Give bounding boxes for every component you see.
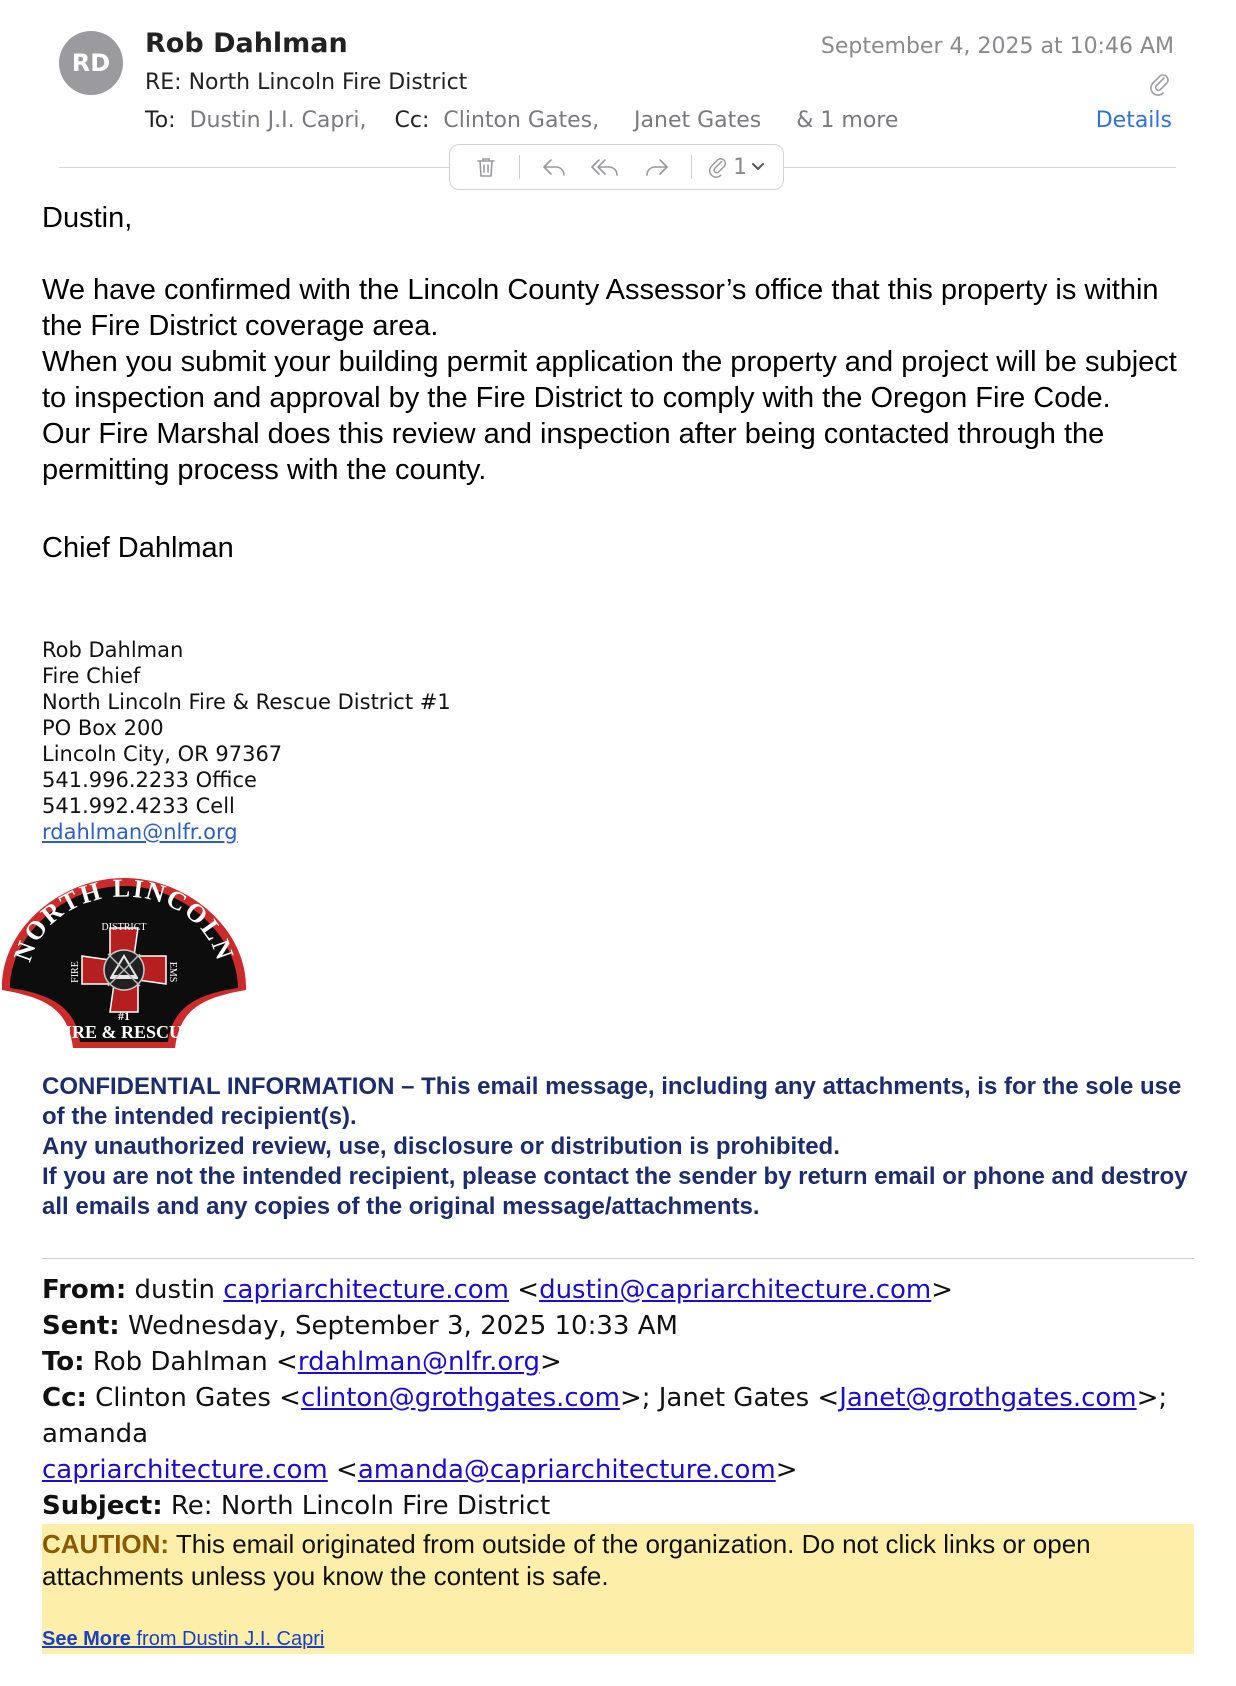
attachment-count: 1 xyxy=(733,154,748,180)
body-paragraph: Our Fire Marshal does this review and inspection after being contacted through the permitting process with the county. xyxy=(42,418,1105,486)
quoted-message-header xyxy=(42,1272,1202,1524)
notice-line: CONFIDENTIAL INFORMATION – This email message, including any attachments, is for the sole use of the intended recipient(s). xyxy=(42,1073,1182,1130)
forward-icon xyxy=(644,155,670,179)
logo-ems: EMS xyxy=(167,961,178,983)
message-date: September 4, 2025 at 10:46 AM xyxy=(820,34,1174,59)
logo-district: DISTRICT xyxy=(101,922,147,933)
message-body xyxy=(42,200,1202,566)
paperclip-icon xyxy=(1148,72,1172,96)
reply-button[interactable] xyxy=(536,149,572,185)
quoted-sent: Sent: Wednesday, September 3, 2025 10:33 AM xyxy=(42,1311,678,1341)
quoted-cc: Cc: Clinton Gates <clinton@grothgates.com>; Janet Gates <Janet@grothgates.com>; amanda capriarchitecture.com <amanda@capriarchitecture.com> xyxy=(42,1383,1168,1485)
reply-all-button[interactable] xyxy=(587,149,623,185)
closing: Chief Dahlman xyxy=(42,532,234,564)
to-label: To: xyxy=(145,108,176,133)
cc-domain-link-3[interactable]: capriarchitecture.com xyxy=(42,1455,328,1485)
trash-button[interactable] xyxy=(468,149,504,185)
quote-divider xyxy=(42,1258,1194,1259)
reply-icon xyxy=(541,155,567,179)
message-header xyxy=(0,0,1236,190)
notice-line: If you are not the intended recipient, please contact the sender by return email or phone and destroy all emails and any copies of the original message/attachments. xyxy=(42,1163,1188,1220)
sig-name: Rob Dahlman xyxy=(42,638,184,662)
greeting: Dustin, xyxy=(42,202,133,234)
attachments-menu[interactable] xyxy=(707,155,765,180)
sender-avatar: RD xyxy=(59,31,123,95)
cc-recipient-2[interactable]: Janet Gates xyxy=(634,108,762,133)
chevron-down-icon xyxy=(751,160,765,174)
notice-line: Any unauthorized review, use, disclosure or distribution is prohibited. xyxy=(42,1133,840,1160)
sender-name: Rob Dahlman xyxy=(145,28,348,59)
sig-office-phone: 541.996.2233 Office xyxy=(42,768,257,792)
message-subject: RE: North Lincoln Fire District xyxy=(145,70,468,95)
toolbar-separator xyxy=(691,155,692,179)
sig-pobox: PO Box 200 xyxy=(42,716,164,740)
logo-number: #1 xyxy=(118,1009,130,1023)
cc-email-link-1[interactable]: clinton@grothgates.com xyxy=(300,1383,620,1413)
toolbar-separator xyxy=(519,155,520,179)
sig-cell-phone: 541.992.4233 Cell xyxy=(42,794,235,818)
sig-email-link[interactable]: rdahlman@nlfr.org xyxy=(42,820,238,844)
cc-email-link-3[interactable]: amanda@capriarchitecture.com xyxy=(357,1455,776,1485)
from-email-link[interactable]: dustin@capriarchitecture.com xyxy=(539,1275,932,1305)
more-recipients[interactable]: & 1 more xyxy=(796,108,899,133)
body-paragraph: We have confirmed with the Lincoln County Assessor’s office that this property is within the Fire District coverage area. xyxy=(42,274,1159,342)
reply-all-icon xyxy=(590,155,620,179)
recipients-line xyxy=(145,108,898,133)
logo-top-text: NORTH LINCOLN xyxy=(7,873,241,966)
caution-text: CAUTION: This email originated from outside of the organization. Do not click links or open attachments unless you know the content is safe. xyxy=(42,1529,1091,1591)
fire-district-logo xyxy=(0,870,248,1050)
cc-email-link-2[interactable]: Janet@grothgates.com xyxy=(839,1383,1137,1413)
quoted-from: From: dustin capriarchitecture.com <dustin@capriarchitecture.com> xyxy=(42,1275,954,1305)
trash-icon xyxy=(474,155,498,179)
quoted-to: To: Rob Dahlman <rdahlman@nlfr.org> xyxy=(42,1347,562,1377)
signature-block xyxy=(42,637,451,845)
cc-recipient-1[interactable]: Clinton Gates, xyxy=(443,108,600,133)
sig-title: Fire Chief xyxy=(42,664,141,688)
logo-fire: FIRE xyxy=(70,961,81,983)
paperclip-icon xyxy=(707,155,729,179)
from-domain-link[interactable]: capriarchitecture.com xyxy=(223,1275,510,1305)
details-link[interactable]: Details xyxy=(1095,108,1172,133)
message-toolbar xyxy=(449,144,784,190)
to-email-link[interactable]: rdahlman@nlfr.org xyxy=(297,1347,541,1377)
forward-button[interactable] xyxy=(639,149,675,185)
cc-label: Cc: xyxy=(394,108,430,133)
logo-bottom-text: FIRE & RESCUE xyxy=(53,1022,195,1042)
sig-city: Lincoln City, OR 97367 xyxy=(42,742,283,766)
see-more-link[interactable]: See More from Dustin J.I. Capri xyxy=(42,1628,325,1650)
quoted-subject: Subject: Re: North Lincoln Fire District xyxy=(42,1491,551,1521)
caution-label: CAUTION: xyxy=(42,1529,170,1559)
confidentiality-notice xyxy=(42,1072,1202,1222)
sig-org: North Lincoln Fire & Rescue District #1 xyxy=(42,690,451,714)
body-paragraph: When you submit your building permit application the property and project will be subject to inspection and approval by the Fire District to comply with the Oregon Fire Code. xyxy=(42,346,1177,414)
external-caution-banner xyxy=(42,1524,1194,1654)
to-recipient[interactable]: Dustin J.I. Capri, xyxy=(189,108,367,133)
